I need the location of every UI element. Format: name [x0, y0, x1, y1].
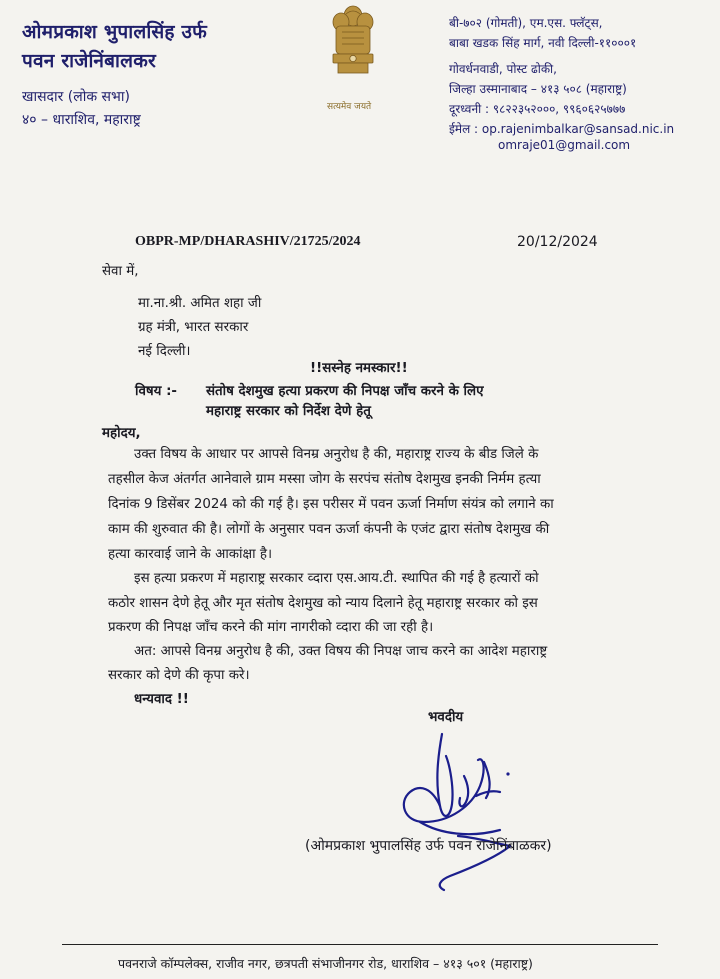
closing-text: भवदीय [428, 710, 464, 725]
para3-line1: अत: आपसे विनम्र अनुरोध है की, उक्त विषय की निपक्ष जाच करने का आदेश महाराष्ट्र [134, 644, 548, 659]
national-emblem-icon [322, 2, 384, 94]
recipient-name: मा.ना.श्री. अमित शहा जी [138, 296, 262, 311]
reference-number: OBPR-MP/DHARASHIV/21725/2024 [135, 234, 361, 249]
para3-line2: सरकार को देणे की कृपा करे। [108, 668, 250, 683]
phone-line: दूरध्वनी : ९८२२३५२०००, ९९६०६२५७७७ [449, 102, 626, 116]
signature-image [380, 726, 570, 896]
address-line-4: जिल्हा उस्मानाबाद – ४१३ ५०८ (महाराष्ट्र) [449, 82, 627, 96]
mp-name-line1: ओमप्रकाश भुपालसिंह उर्फ [22, 21, 207, 43]
addressee: महोदय, [102, 426, 141, 441]
para1-line5: हत्या कारवाई जाने के आकांक्षा है। [108, 547, 273, 562]
mp-constituency: ४० – धाराशिव, महाराष्ट्र [22, 112, 141, 128]
emblem-motto: सत्यमेव जयते [327, 102, 372, 112]
mp-designation: खासदार (लोक सभा) [22, 89, 130, 105]
para2-line1: इस हत्या प्रकरण में महाराष्ट्र सरकार व्दारा एस.आय.टी. स्थापित की गई है हत्यारों को [134, 571, 539, 586]
footer-divider [62, 944, 658, 945]
recipient-city: नई दिल्ली। [138, 344, 191, 359]
address-line-2: बाबा खडक सिंह मार्ग, नवी दिल्ली-११०००१ [449, 36, 637, 50]
thanks-text: धन्यवाद !! [134, 692, 189, 707]
recipient-designation: ग्रह मंत्री, भारत सरकार [138, 320, 249, 335]
subject-line-2: महाराष्ट्र सरकार को निर्देश देणे हेतू [206, 404, 371, 419]
para1-line4: काम की शुरुवात की है। लोगों के अनुसार पवन ऊर्जा कंपनी के एजंट द्वारा संतोष देशमुख की [108, 522, 550, 537]
address-line-1: बी-७०२ (गोमती), एम.एस. फ्लॅट्स, [449, 16, 603, 30]
subject-line-1: संतोष देशमुख हत्या प्रकरण की निपक्ष जाँच करने के लिए [206, 384, 484, 399]
para1-line3: दिनांक 9 डिसेंबर 2024 को की गई है। इस परीसर में पवन ऊर्जा निर्माण संयंत्र को लगाने का [108, 497, 554, 512]
greeting: !!सस्नेह नमस्कार!! [310, 361, 408, 376]
para2-line2: कठोर शासन देणे हेतू और मृत संतोष देशमुख को न्याय दिलाने हेतू महाराष्ट्र सरकार को इस [108, 596, 538, 611]
email-line: ईमेल : op.rajenimbalkar@sansad.nic.in [449, 122, 675, 136]
salutation-to: सेवा में, [102, 264, 139, 279]
para1-line1: उक्त विषय के आधार पर आपसे विनम्र अनुरोध है की, महाराष्ट्र राज्य के बीड जिले के [134, 447, 539, 462]
email-line-2: omraje01@gmail.com [498, 138, 631, 152]
address-line-3: गोवर्धनवाडी, पोस्ट ढोकी, [449, 62, 557, 76]
letter-date: 20/12/2024 [517, 234, 598, 250]
para1-line2: तहसील केज अंतर्गत आनेवाले ग्राम मस्सा जोग के सरपंच संतोष देशमुख इनकी निर्मम हत्या [108, 472, 541, 487]
para2-line3: प्रकरण की निपक्ष जाँच करने की मांग नागरीको व्दारा की जा रही है। [108, 620, 434, 635]
mp-name-line2: पवन राजेनिंबालकर [22, 50, 156, 72]
footer-address: पवनराजे कॉम्पलेक्स, राजीव नगर, छत्रपती संभाजीनगर रोड, धाराशिव – ४१३ ५०१ (महाराष्ट्र) [118, 956, 533, 971]
signatory-name: (ओमप्रकाश भुपालसिंह उर्फ पवन राजेनिंबाळकर) [305, 838, 552, 854]
subject-label: विषय :- [135, 384, 177, 399]
